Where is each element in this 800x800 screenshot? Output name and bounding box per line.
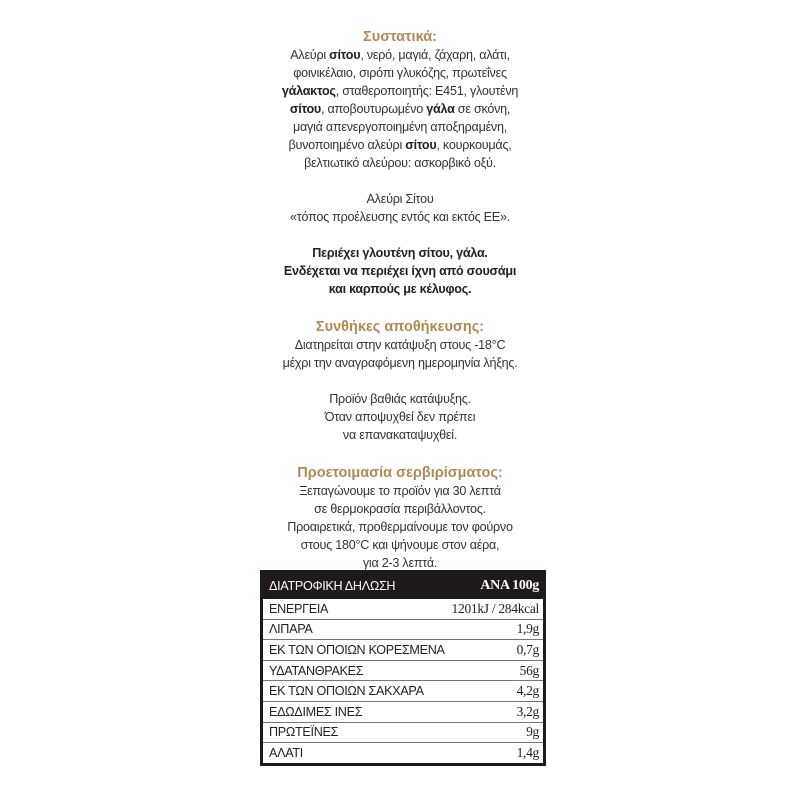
ingredients-line	[247, 46, 553, 64]
storage-line: μέχρι την αναγραφόμενη ημερομηνία λήξης.	[282, 356, 518, 370]
ingredients-line	[247, 64, 553, 82]
ingredients-heading: Συστατικά:	[363, 29, 437, 45]
ingredients-line	[247, 136, 553, 154]
nutrient-value: 4,2g	[516, 683, 539, 699]
nutrition-table	[260, 570, 546, 766]
nutrient-value: 1,4g	[516, 744, 539, 760]
nutrient-value: 0,7g	[516, 641, 539, 657]
storage-heading: Συνθήκες αποθήκευσης:	[315, 319, 485, 335]
ingredient-text: , κουρκουμάς,	[436, 138, 512, 152]
nutrition-row	[263, 599, 543, 619]
ingredient-text: , νερό, μαγιά, ζάχαρη, αλάτι,	[360, 48, 510, 62]
ingredients-line	[247, 118, 553, 136]
ingredients-line	[247, 82, 553, 100]
ingredients-line	[247, 154, 553, 172]
ingredients-line	[247, 100, 553, 118]
allergen-highlight: γάλα	[426, 102, 455, 116]
preparation-line: για 2-3 λεπτά.	[362, 556, 438, 570]
nutrient-label: ΥΔΑΤΑΝΘΡΑΚΕΣ	[269, 663, 364, 678]
nutrition-row	[263, 742, 543, 763]
allergen-line: Περιέχει γλουτένη σίτου, γάλα.	[312, 246, 488, 260]
flour-origin-title: Αλεύρι Σίτου	[366, 192, 434, 206]
flour-origin-text: «τόπος προέλευσης εντός και εκτός ΕΕ».	[290, 210, 510, 224]
nutrition-row	[263, 660, 543, 681]
storage-note: Προϊόν βαθιάς κατάψυξης.	[329, 392, 471, 406]
nutrient-value: 56g	[519, 662, 539, 678]
nutrition-row	[263, 722, 543, 743]
storage-line: Διατηρείται στην κατάψυξη στους -18°C	[294, 338, 506, 352]
nutrient-value: 9g	[526, 724, 539, 740]
nutrient-label: ΕΔΩΔΙΜΕΣ ΙΝΕΣ	[269, 704, 363, 719]
allergen-highlight: γάλακτος	[281, 84, 336, 98]
nutrition-rows	[263, 599, 543, 763]
nutrition-per: ΑΝΑ 100g	[480, 578, 539, 593]
nutrient-label: ΕΚ ΤΩΝ ΟΠΟΙΩΝ ΚΟΡΕΣΜΕΝΑ	[269, 642, 445, 657]
allergen-highlight: σίτου	[329, 48, 361, 62]
ingredient-text: Αλεύρι	[290, 48, 330, 62]
ingredient-text: σε σκόνη,	[454, 102, 511, 116]
allergen-highlight: σίτου	[289, 102, 321, 116]
ingredient-text: , αποβουτυρωμένο	[321, 102, 427, 116]
nutrition-header	[263, 573, 543, 599]
ingredient-text: βελτιωτικό αλεύρου: ασκορβικό οξύ.	[304, 156, 496, 170]
preparation-line: στους 180°C και ψήνουμε στον αέρα,	[300, 538, 500, 552]
nutrition-row	[263, 619, 543, 640]
allergen-highlight: σίτου	[405, 138, 437, 152]
nutrient-label: ΕΚ ΤΩΝ ΟΠΟΙΩΝ ΣΑΚΧΑΡΑ	[269, 684, 424, 699]
ingredient-text: μαγιά απενεργοποιημένη αποξηραμένη,	[293, 120, 507, 134]
storage-note: να επανακαταψυχθεί.	[342, 428, 458, 442]
nutrient-label: ΕΝΕΡΓΕΙΑ	[269, 601, 329, 616]
nutrition-title: ΔΙΑΤΡΟΦΙΚΗ ΔΗΛΩΣΗ	[269, 579, 396, 593]
nutrient-label: ΠΡΩΤΕΪΝΕΣ	[269, 725, 339, 740]
nutrient-value: 1,9g	[516, 621, 539, 637]
ingredient-text: φοινικέλαιο, σιρόπι γλυκόζης, πρωτεΐνες	[293, 66, 507, 80]
nutrition-row	[263, 639, 543, 660]
label-text-column	[247, 28, 553, 572]
ingredients-text	[247, 46, 553, 172]
ingredient-text: , σταθεροποιητής: Ε451, γλουτένη	[335, 84, 519, 98]
nutrition-row	[263, 680, 543, 701]
nutrient-value: 1201kJ / 284kcal	[451, 600, 539, 616]
preparation-line: Ξεπαγώνουμε το προϊόν για 30 λεπτά	[299, 484, 501, 498]
nutrient-value: 3,2g	[516, 703, 539, 719]
preparation-heading: Προετοιμασία σερβιρίσματος:	[297, 465, 503, 481]
storage-note: Όταν αποψυχθεί δεν πρέπει	[324, 410, 476, 424]
nutrient-label: ΛΙΠΑΡΑ	[269, 622, 313, 637]
allergen-line: Ενδέχεται να περιέχει ίχνη από σουσάμι	[283, 264, 517, 278]
allergen-line: και καρπούς με κέλυφος.	[328, 282, 472, 296]
nutrient-label: ΑΛΑΤΙ	[269, 745, 303, 760]
preparation-line: Προαιρετικά, προθερμαίνουμε τον φούρνο	[287, 520, 513, 534]
preparation-line: σε θερμοκρασία περιβάλλοντος.	[314, 502, 486, 516]
ingredient-text: βυνοποιημένο αλεύρι	[288, 138, 406, 152]
nutrition-row	[263, 701, 543, 722]
